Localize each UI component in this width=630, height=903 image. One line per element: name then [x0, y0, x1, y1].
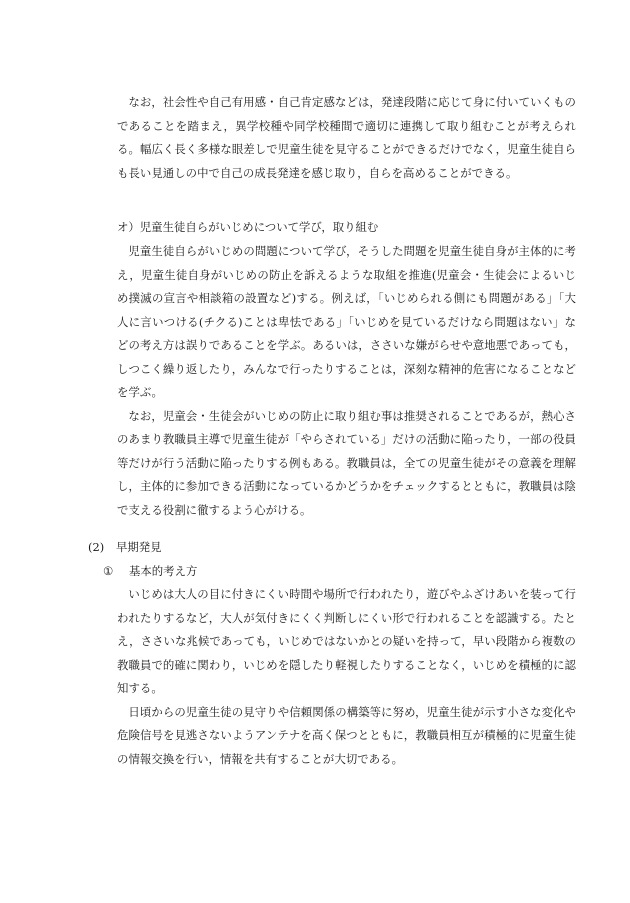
section-o-paragraph-2: なお，児童会・生徒会がいじめの防止に取り組む事は推奨されることであるが，熱心さのあまり教職員主導で児童生徒が「やらされている」だけの活動に陥ったり，一部の役員等だけが行う活動に陥ったりする例もある。教職員は，全ての児童生徒がその意義を理解し，主体的に参加できる活動になっているかどうかをチェックするとともに，教職員は陰で支える役割に徹するよう心がける。: [117, 408, 576, 517]
subsection-1-title: 基本的考え方: [129, 564, 198, 578]
section-o-heading: オ）児童生徒自らがいじめについて学び，取り組む: [117, 220, 379, 234]
section-o-paragraph-1: 児童生徒自らがいじめの問題について学び，そうした問題を児童生徒自身が主体的に考え，児童生徒自身がいじめの防止を訴えるような取組を推進(児童会・生徒会によるいじめ撲滅の宣言や相談箱の設置など)する。例えば，「いじめられる側にも問題がある」「大人に言いつける(チクる)ことは卑怯である」「いじめを見ているだけなら問題はない」などの考え方は誤りであることを学ぶ。あるいは，ささいな嫌がらせや意地悪であっても，しつこく繰り返したり，みんなで行ったりすることは，深刻な精神的危害になることなどを学ぶ。: [117, 244, 576, 399]
section-2-number: (2): [88, 540, 105, 554]
intro-paragraph: なお，社会性や自己有用感・自己肯定感などは，発達段階に応じて身に付いていくものであることを踏まえ，異学校種や同学校種間で適切に連携して取り組むことが考えられる。幅広く長く多様な眼差しで児童生徒を見守ることができるだけでなく，児童生徒自らも長い見通しの中で自己の成長発達を感じ取り，自らを高めることができる。: [117, 95, 576, 180]
subsection-1-body: [117, 583, 576, 771]
intro-paragraph-block: [117, 91, 576, 185]
section-o-body: [117, 240, 576, 522]
section-2-heading: [88, 536, 162, 560]
subsection-1-heading: [103, 560, 197, 584]
subsection-1-number: ①: [103, 564, 114, 578]
subsection-1-paragraph-2: 日頃からの児童生徒の見守りや信頼関係の構築等に努め，児童生徒が示す小さな変化や危険信号を見逃さないようアンテナを高く保つとともに，教職員相互が積極的に児童生徒の情報交換を行い，情報を共有することが大切である。: [117, 704, 576, 766]
subsection-1-paragraph-1: いじめは大人の目に付きにくい時間や場所で行われたり，遊びやふざけあいを装って行われたりするなど，大人が気付きにくく判断しにくい形で行われることを認識する。たとえ，ささいな兆候であっても，いじめではないかとの疑いを持って，早い段階から複数の教職員で的確に関わり，いじめを隠したり軽視したりすることなく，いじめを積極的に認知する。: [117, 587, 576, 695]
section-2-title: 早期発見: [116, 540, 162, 554]
